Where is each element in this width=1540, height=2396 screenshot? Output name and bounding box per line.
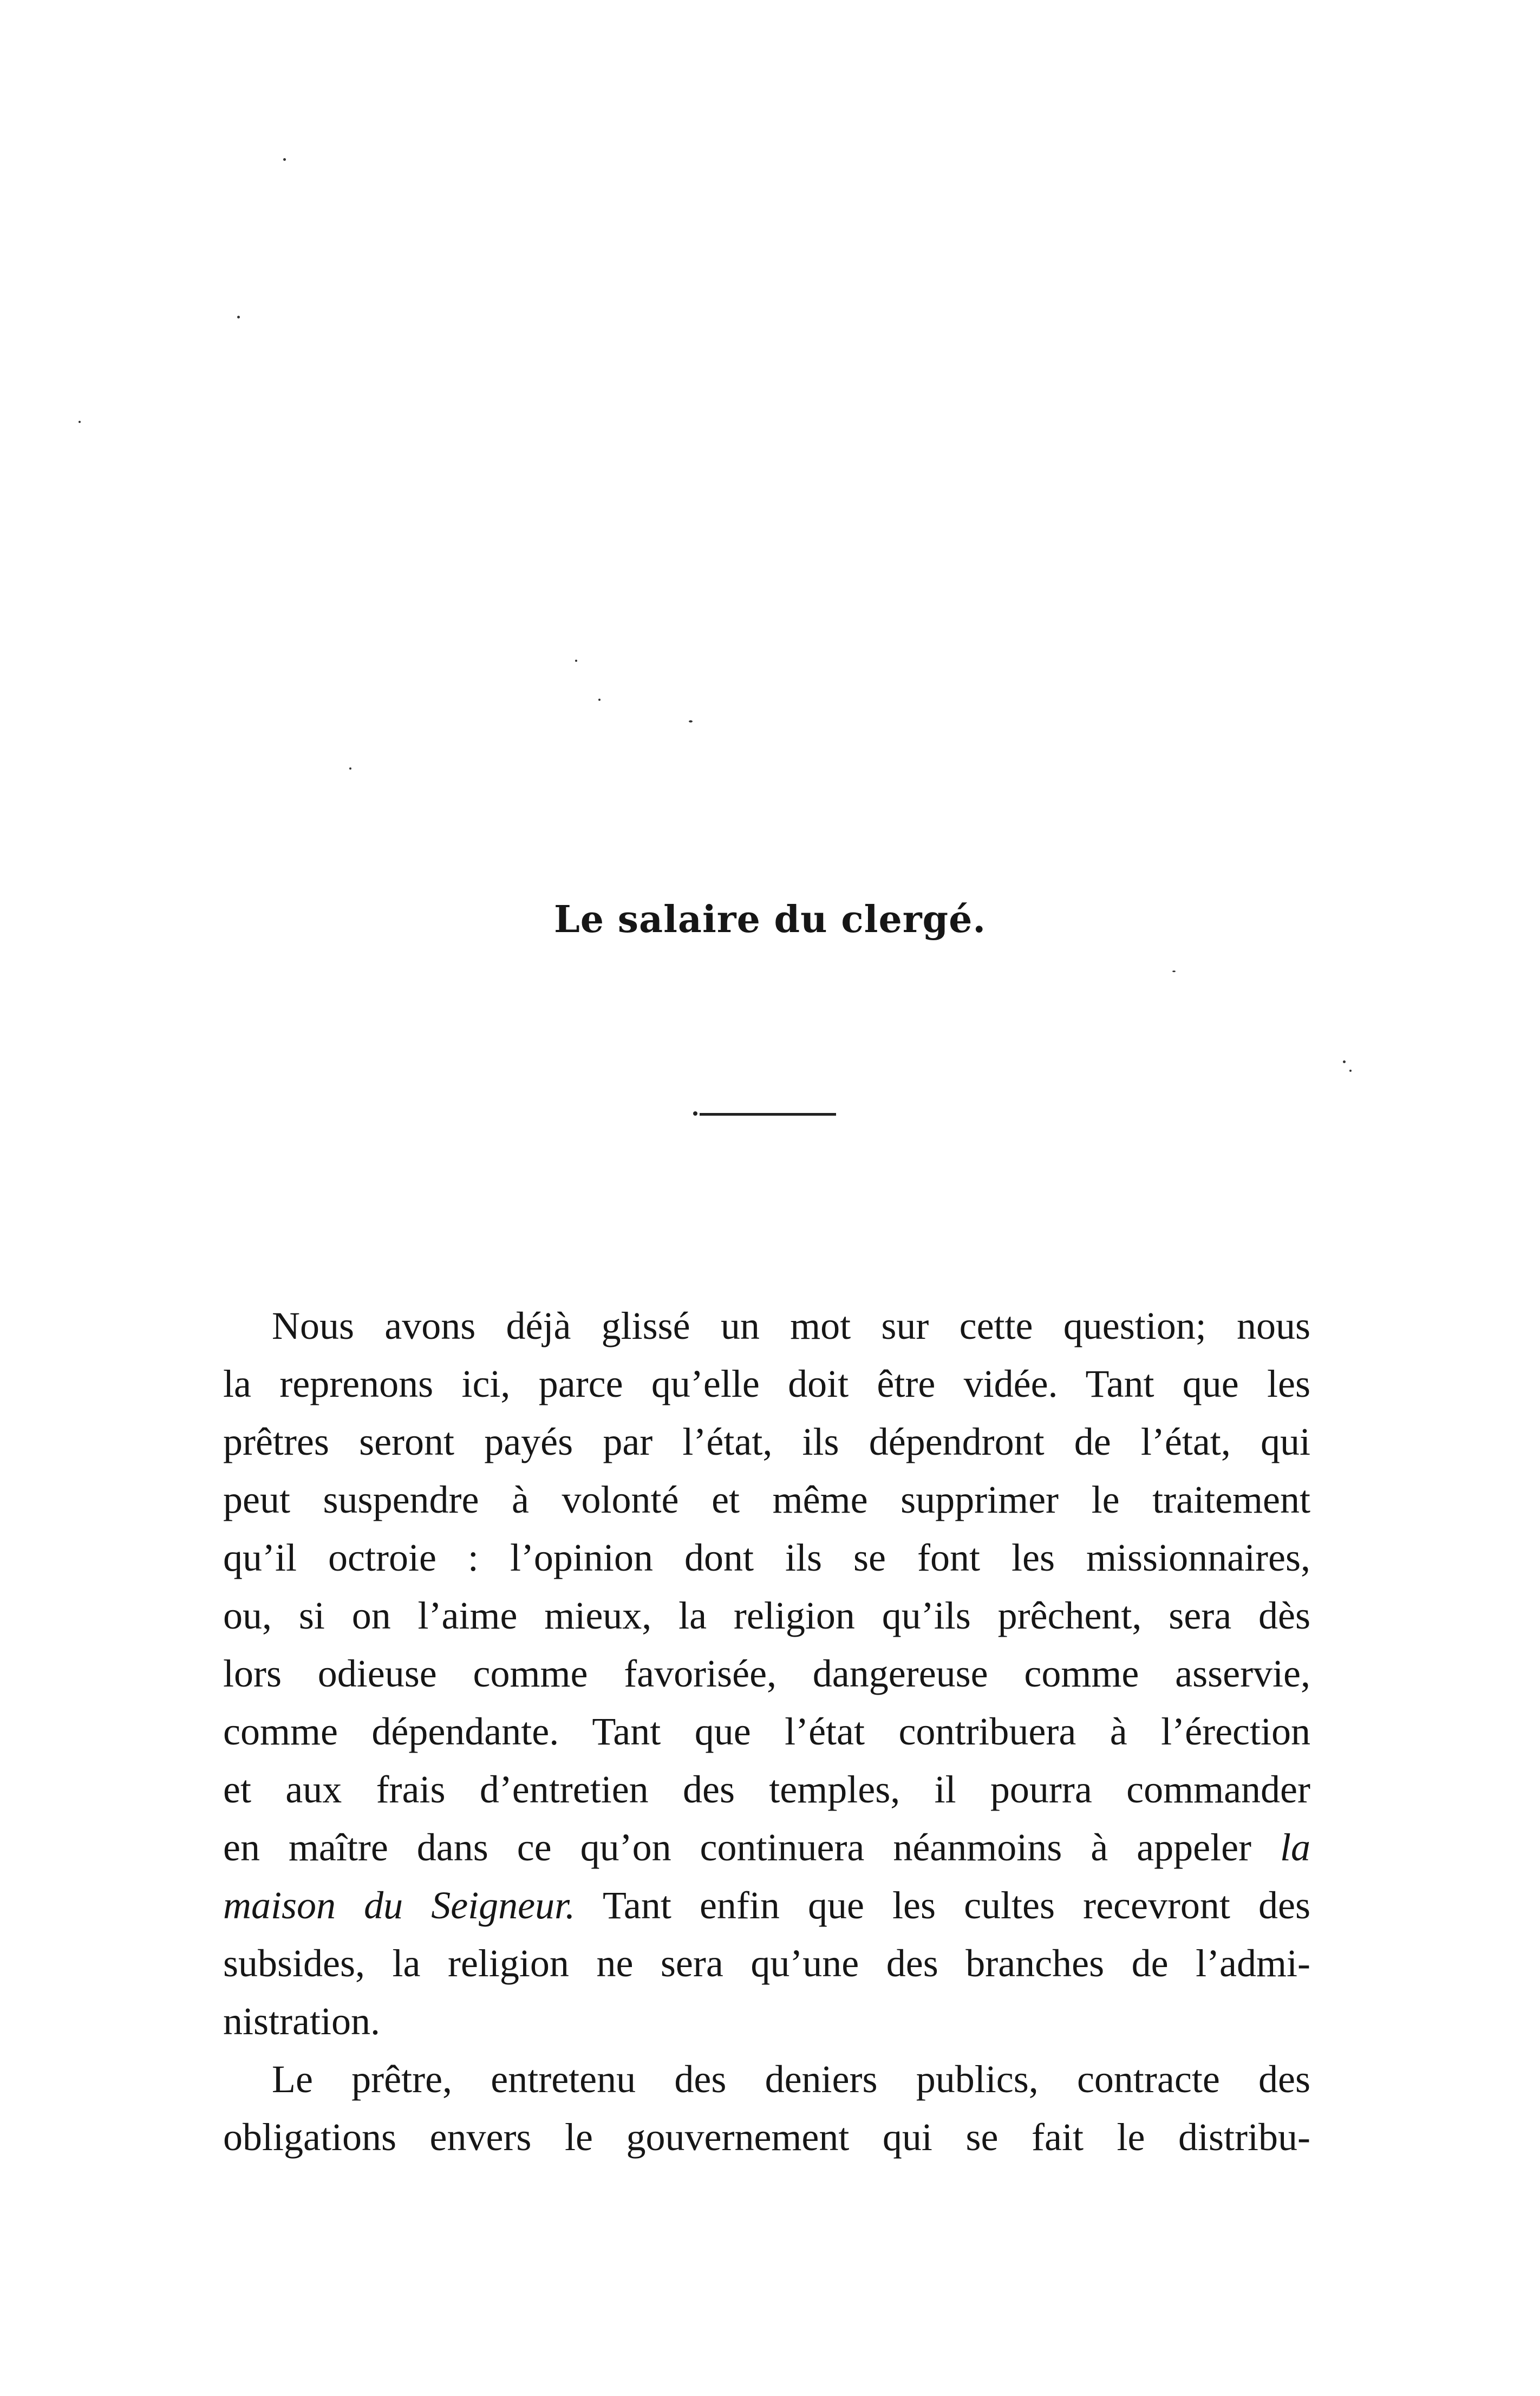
title-rule — [700, 1113, 836, 1116]
chapter-title: Le salaire du clergé. — [553, 898, 987, 941]
scan-speck — [1349, 1070, 1352, 1072]
text-line: Le prêtre, entretenu des deniers publics, contracte des — [272, 2058, 1310, 2101]
text-line: la reprenons ici, parce qu’elle doit être vidée. Tant que les — [223, 1362, 1310, 1405]
scan-speck — [237, 316, 240, 318]
scan-speck — [283, 158, 286, 161]
text-line-with-italic — [223, 1819, 1310, 1877]
text-line: peut suspendre à volonté et même supprimer le traitement — [223, 1478, 1310, 1521]
text-line: obligations envers le gouvernement qui se fait le distribu- — [223, 2115, 1310, 2159]
text-line: Nous avons déjà glissé un mot sur cette question; nous — [272, 1304, 1310, 1347]
text-line: et aux frais d’entretien des temples, il pourra commander — [223, 1768, 1310, 1811]
scan-speck — [349, 767, 351, 770]
italic-word: la — [1280, 1826, 1310, 1869]
scan-speck — [575, 660, 577, 662]
text-line: ou, si on l’aime mieux, la religion qu’ils prêchent, sera dès — [223, 1594, 1310, 1637]
text-line: nistration. — [223, 2000, 380, 2043]
text-line-with-italic — [223, 1877, 1310, 1935]
text-line: lors odieuse comme favorisée, dangereuse comme asservie, — [223, 1652, 1310, 1695]
text-segment: en maître dans ce qu’on continuera néanmoins à appeler — [223, 1826, 1252, 1869]
text-line: subsides, la religion ne sera qu’une des branches de l’admi- — [223, 1942, 1310, 1985]
scan-speck — [79, 421, 81, 423]
scan-speck — [1343, 1060, 1346, 1063]
scan-speck — [689, 720, 693, 722]
text-line: prêtres seront payés par l’état, ils dépendront de l’état, qui — [223, 1420, 1310, 1463]
scan-speck — [1172, 971, 1176, 972]
title-rule-dot — [693, 1111, 697, 1116]
text-line: comme dépendante. Tant que l’état contribuera à l’érection — [223, 1710, 1310, 1753]
text-line: qu’il octroie : l’opinion dont ils se font les missionnaires, — [223, 1536, 1310, 1579]
text-segment: Tant enfin que les cultes recevront des — [602, 1884, 1310, 1927]
body-text — [223, 1297, 1310, 2166]
scan-speck — [598, 699, 601, 701]
italic-phrase: maison du Seigneur. — [223, 1884, 576, 1927]
